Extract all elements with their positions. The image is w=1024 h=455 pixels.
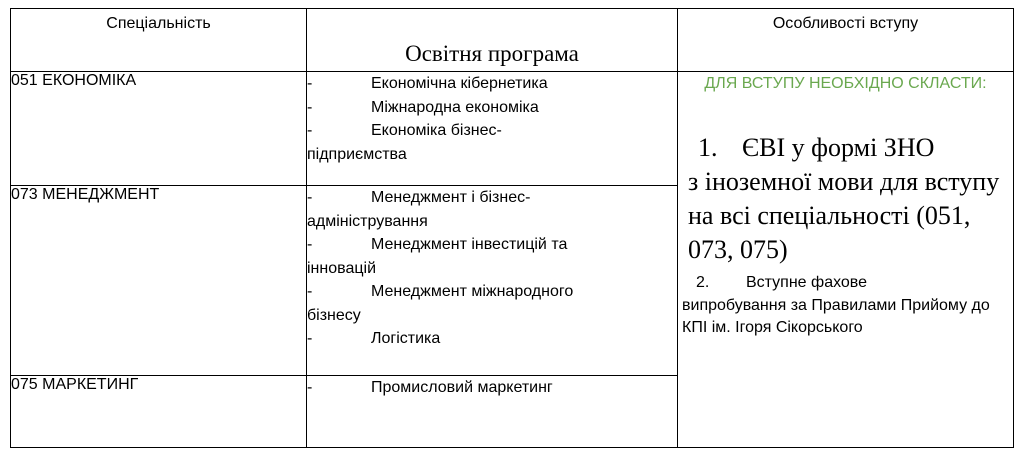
list-dash: - (307, 379, 313, 396)
program-item (307, 376, 677, 400)
list-dash: - (307, 98, 313, 116)
program-label-wrap: бізнесу (307, 306, 361, 324)
list-dash: - (307, 283, 313, 300)
requirement-item-2 (678, 272, 1013, 340)
item-number: 2. (696, 274, 710, 291)
specialty-cell: 051 ЕКОНОМІКА (11, 72, 307, 186)
program-item (307, 72, 677, 96)
program-label: Менеджмент інвестицій та (371, 236, 568, 253)
item-text-rest: випробування за Правилами Прийому до КПІ ім. Ігоря Сікорського (682, 296, 990, 336)
program-label: Менеджмент міжнародного (371, 283, 574, 300)
specialty-cell: 073 МЕНЕДЖМЕНТ (11, 186, 307, 376)
program-cell (307, 376, 678, 448)
list-dash: - (307, 330, 313, 347)
list-dash: - (307, 189, 313, 206)
program-item (307, 280, 677, 304)
program-item (307, 233, 677, 257)
program-label-wrap: інновацій (307, 259, 376, 277)
program-label: Логістика (371, 330, 441, 347)
item-text: Вступне фахове (746, 274, 868, 291)
program-label: Економіка бізнес- (371, 122, 502, 139)
requirement-note: ДЛЯ ВСТУПУ НЕОБХІДНО СКЛАСТИ: (704, 75, 987, 92)
features-cell (678, 72, 1014, 448)
program-label-wrap: підприємства (307, 145, 407, 163)
program-label: Економічна кібернетика (371, 75, 548, 92)
header-program: Освітня програма (307, 9, 678, 72)
requirement-item-1 (678, 131, 1013, 267)
list-dash: - (307, 122, 313, 139)
list-dash: - (307, 236, 313, 253)
item-text: ЄВІ у формі ЗНО (742, 133, 935, 162)
program-cell (307, 72, 678, 186)
program-item (307, 186, 677, 210)
item-text-rest: з іноземної мови для вступу на всі спеціальності (051, 073, 075) (688, 167, 1000, 264)
program-item (307, 119, 677, 143)
program-item (307, 96, 677, 120)
item-number: 1. (698, 133, 718, 162)
program-label: Менеджмент і бізнес- (371, 189, 531, 206)
program-label: Міжнародна економіка (371, 98, 539, 116)
program-item (307, 327, 677, 351)
header-specialty: Спеціальність (11, 9, 307, 72)
program-label-wrap: адміністрування (307, 212, 428, 230)
table-row (11, 72, 1014, 186)
program-label: Промисловий маркетинг (371, 379, 553, 396)
header-features: Особливості вступу (678, 9, 1014, 72)
specialty-cell: 075 МАРКЕТИНГ (11, 376, 307, 448)
list-dash: - (307, 75, 313, 92)
table-header-row (11, 9, 1014, 72)
program-cell (307, 186, 678, 376)
admission-table (10, 8, 1014, 448)
